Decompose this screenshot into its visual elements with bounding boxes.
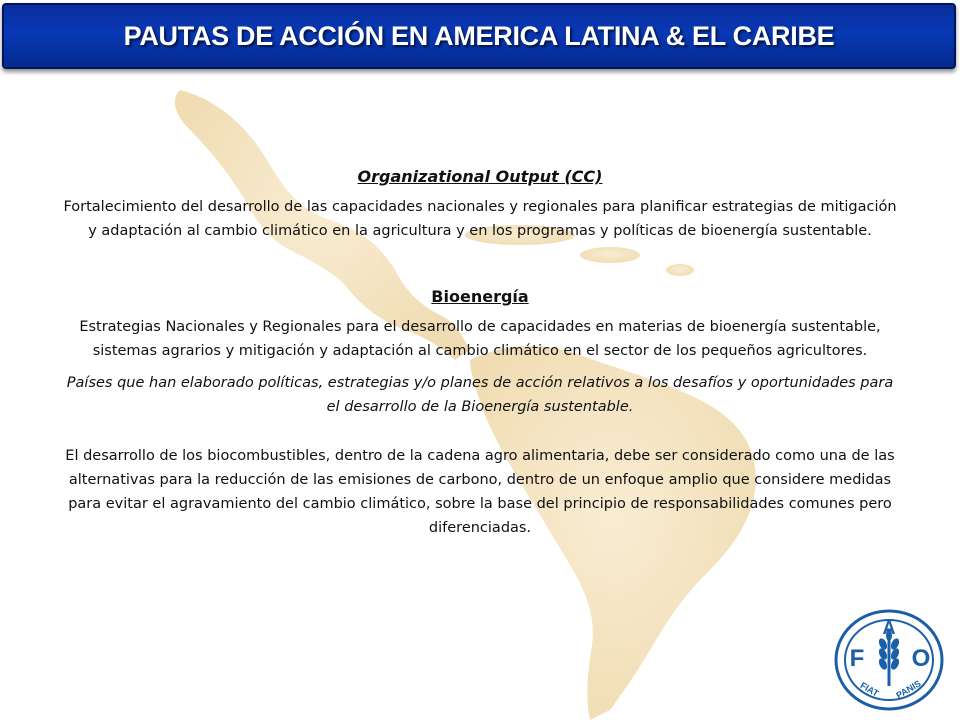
organizational-output-text: Fortalecimiento del desarrollo de las capacidades nacionales y regionales para planificar estrategias de mitigación y adaptación al cambio climático en la agricultura y en los programas y políticas de bioenergía sustentable. — [63, 199, 897, 239]
slide-body — [60, 165, 900, 540]
bioenergia-countries-text: Países que han elaborado políticas, estrategias y/o planes de acción relativos a los desafíos y oportunidades para el desarrollo de la Bioenergía sustentable. — [66, 375, 894, 415]
logo-letter-a: A — [882, 618, 896, 638]
logo-motto-panis: PANIS — [894, 678, 923, 701]
logo-letter-f: F — [849, 645, 865, 672]
bioenergia-heading: Bioenergía — [431, 287, 529, 306]
organizational-output-heading: Organizational Output (CC) — [357, 167, 603, 186]
page-title: PAUTAS DE ACCIÓN EN AMERICA LATINA & EL CARIBE — [123, 20, 835, 51]
fao-logo — [833, 608, 945, 712]
bioenergia-strategies-text: Estrategias Nacionales y Regionales para el desarrollo de capacidades en materias de bioenergía sustentable, sistemas agrarios y mitigación y adaptación al cambio climático en el sector de los pequeños agricultores. — [79, 319, 881, 359]
biofuels-development-text: El desarrollo de los biocombustibles, dentro de la cadena agro alimentaria, debe ser considerado como una de las alternativas para la reducción de las emisiones de carbono, dentro de un enfoque amplio que considere medidas para evitar el agravamiento del cambio climático, sobre la base del principio de responsabilidades comunes pero diferenciadas. — [65, 448, 895, 536]
logo-letter-o: O — [911, 645, 931, 672]
logo-motto-fiat: FIAT — [858, 680, 881, 699]
title-banner — [2, 3, 956, 69]
